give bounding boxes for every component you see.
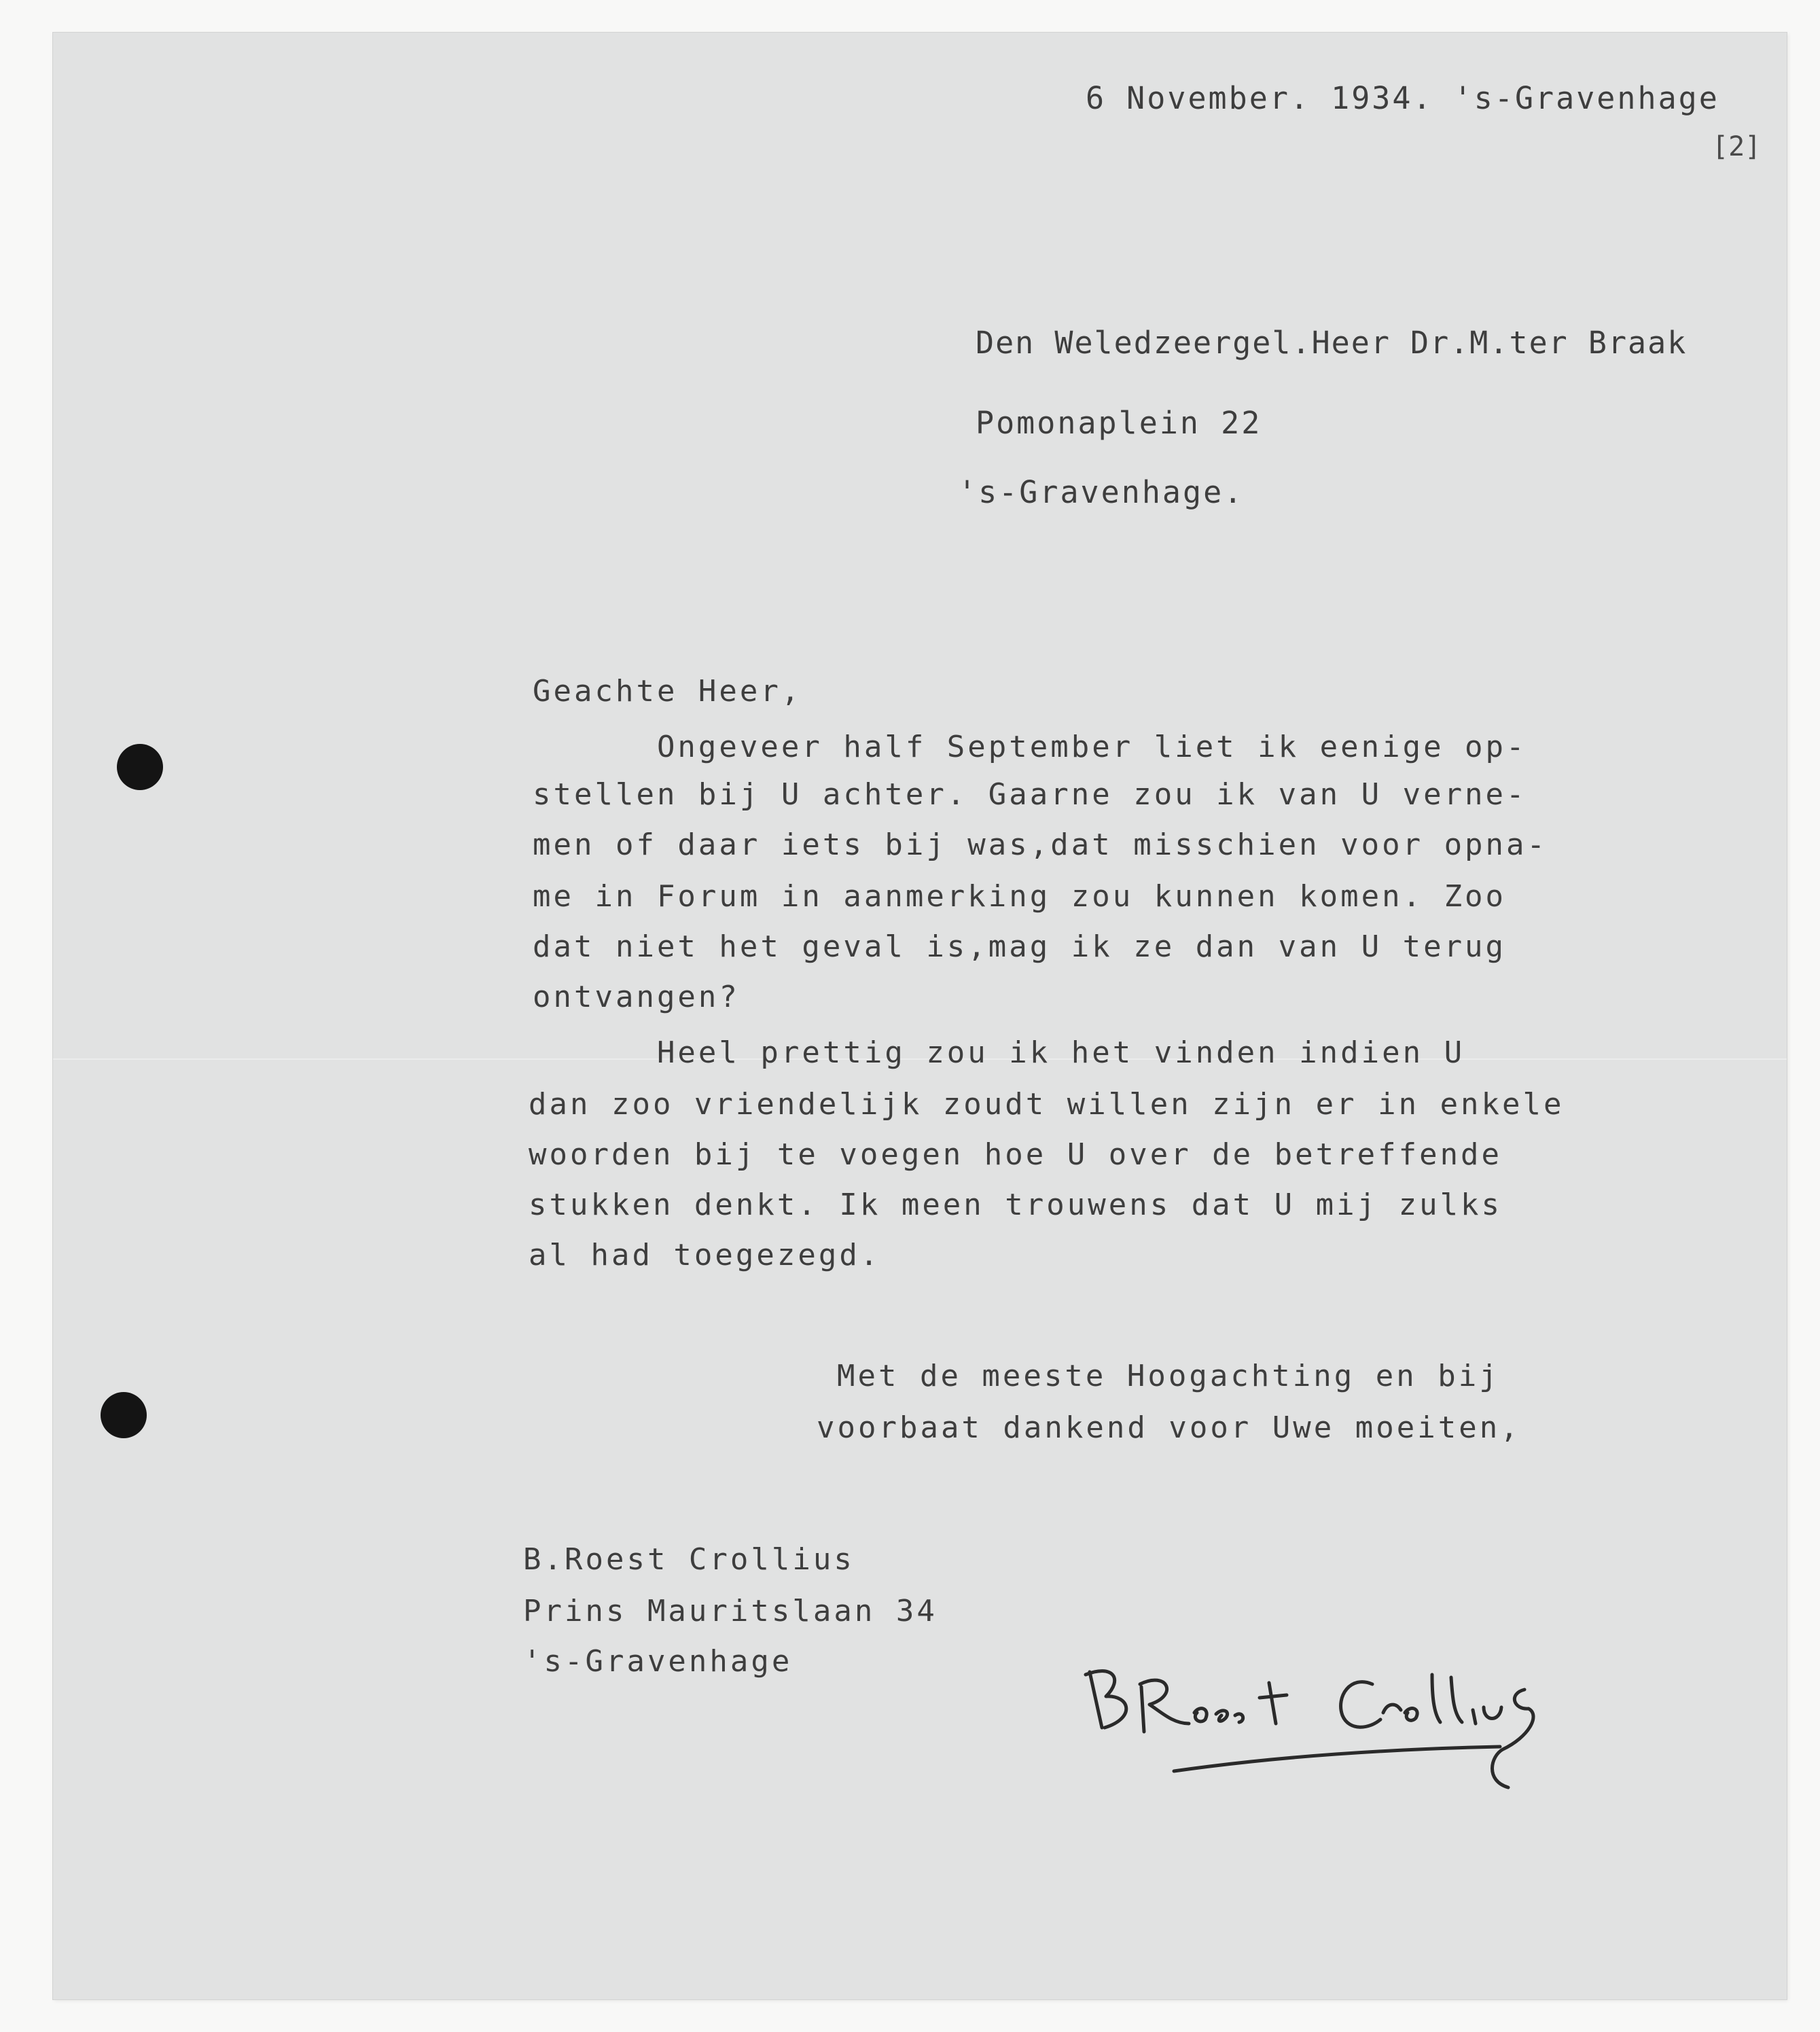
salutation: Geachte Heer, [533, 674, 802, 709]
sender-name: B.Roest Crollius [523, 1542, 855, 1577]
paragraph1-line: ontvangen? [533, 980, 740, 1014]
paragraph2-line: woorden bij te voegen hoe U over de betreffende [529, 1137, 1503, 1172]
paragraph2-line: Heel prettig zou ik het vinden indien U [533, 1035, 1465, 1070]
paragraph2-line: dan zoo vriendelijk zoudt willen zijn er in enkele [529, 1087, 1565, 1122]
punch-hole-bottom [101, 1392, 147, 1438]
sender-street: Prins Mauritslaan 34 [523, 1594, 938, 1628]
paragraph1-line: men of daar iets bij was,dat misschien voor opna- [533, 827, 1548, 862]
closing-line: Met de meeste Hoogachting en bij [837, 1359, 1500, 1393]
date-place: 6 November. 1934. 's-Gravenhage [1086, 80, 1719, 116]
sender-city: 's-Gravenhage [523, 1644, 793, 1679]
paragraph2-line: al had toegezegd. [529, 1238, 881, 1272]
paragraph1-line: me in Forum in aanmerking zou kunnen komen. Zoo [533, 879, 1507, 914]
handwritten-signature [1065, 1647, 1649, 1811]
paragraph1-line: Ongeveer half September liet ik eenige op- [533, 730, 1527, 764]
archive-reference: [2] [1712, 131, 1762, 162]
recipient-street: Pomonaplein 22 [976, 405, 1262, 441]
recipient-name: Den Weledzeergel.Heer Dr.M.ter Braak [976, 325, 1688, 361]
recipient-city: 's-Gravenhage. [958, 474, 1245, 510]
paragraph1-line: dat niet het geval is,mag ik ze dan van U terug [533, 929, 1507, 964]
paragraph2-line: stukken denkt. Ik meen trouwens dat U mij zulks [529, 1188, 1503, 1222]
closing-line: voorbaat dankend voor Uwe moeiten, [817, 1410, 1521, 1445]
punch-hole-top [117, 744, 163, 790]
paragraph1-line: stellen bij U achter. Gaarne zou ik van U verne- [533, 777, 1527, 812]
